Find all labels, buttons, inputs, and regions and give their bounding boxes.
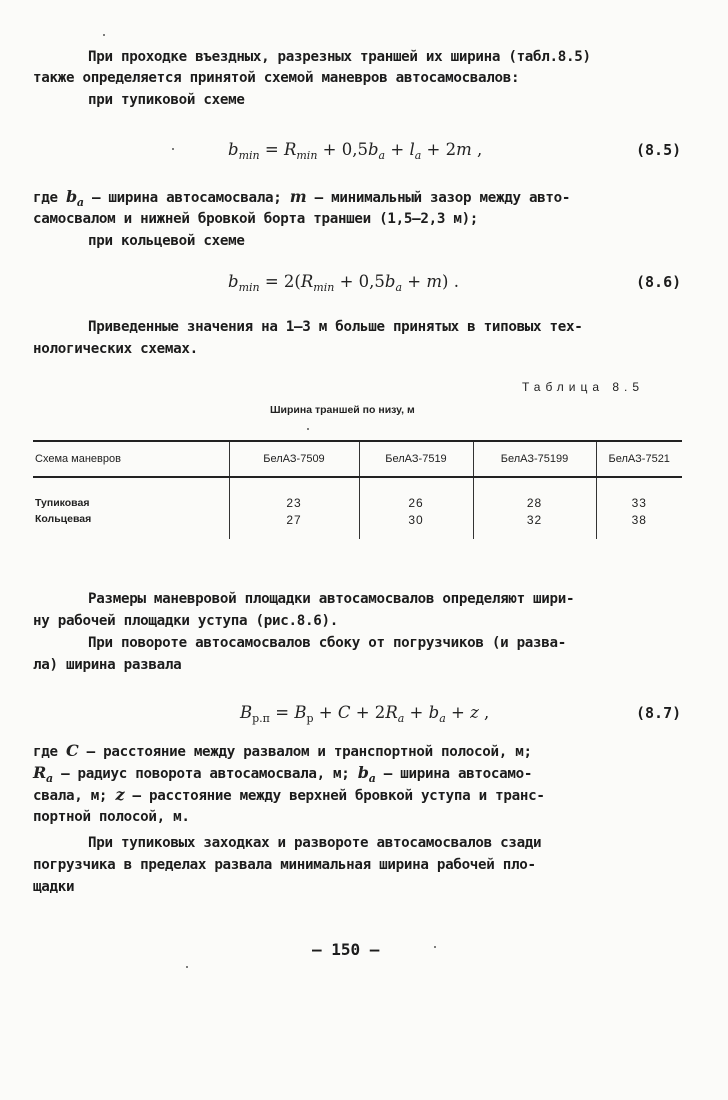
table-cell: 30 [359,513,473,539]
scan-speck [434,946,436,948]
scan-speck [307,428,309,430]
table-cell: 32 [473,513,596,539]
text-line: где C – расстояние между развалом и транспортной полосой, м; [33,741,532,760]
equation-number: (8.6) [636,273,682,291]
table-header-row [33,441,682,477]
equation-number: (8.7) [636,704,682,722]
text-line: При повороте автосамосвалов сбоку от погрузчиков (и развa- [88,635,567,651]
text-line: ну рабочей площадки уступа (рис.8.6). [33,613,338,629]
text-line: при тупиковой схеме [88,92,245,108]
text-line: погрузчика в пределах развала минимальная ширина рабочей пло- [33,857,536,873]
text-line: самосвалом и нижней бровкой борта траншеи (1,5–2,3 м); [33,211,479,227]
table-cell: 33 [596,492,682,513]
text-line: свала, м; z – расстояние между верхней бровкой уступа и транс- [33,785,545,804]
table-cell: 27 [229,513,359,539]
text-line: Размеры маневровой площадки автосамосвалов определяют шири- [88,591,575,607]
formula-8-5: $b_{min} = R_{min} + 0,5b_a + l_a + 2m$ , [228,140,483,162]
text-line: портной полосой, м. [33,809,190,825]
table-cell: 28 [473,492,596,513]
trench-width-table [33,440,682,539]
text-line: щадки [33,879,75,895]
text-line: ла) ширина развала [33,657,182,673]
text-line: Приведенные значения на 1–3 м больше принятых в типовых тех- [88,319,583,335]
table-cell: 23 [229,492,359,513]
column-header: БелАЗ-7519 [359,441,473,477]
scan-speck [103,34,105,36]
table-cell: 26 [359,492,473,513]
equation-number: (8.5) [636,141,682,159]
column-header: БелАЗ-7521 [596,441,682,477]
table-row [33,513,682,539]
text-line: при кольцевой схеме [88,233,245,249]
text-line: также определяется принятой схемой маневров автосамосвалов: [33,70,520,86]
scan-speck [186,966,188,968]
column-header: БелАЗ-75199 [473,441,596,477]
table-caption: Таблица 8.5 [522,380,645,394]
text-line: При тупиковых заходках и развороте автосамосвалов сзади [88,835,542,851]
table-title: Ширина траншей по низу, м [270,404,415,416]
formula-8-6: $b_{min} = 2(R_{min} + 0,5b_a + m)$ . [228,272,459,294]
column-header: БелАЗ-7509 [229,441,359,477]
scan-speck [172,148,174,150]
text-line: где $b_a$ – ширина автосамосвала; m – минимальный зазор между авто- [33,187,571,209]
column-header: Схема маневров [33,441,229,477]
row-label: Тупиковая [35,496,90,509]
text-line: нологических схемах. [33,341,198,357]
text-line: При проходке въездных, разрезных траншей их ширина (табл.8.5) [88,49,591,65]
table-spacer [33,477,682,492]
page-number: – 150 – [312,940,380,959]
row-label: Кольцевая [35,513,92,525]
text-line: $R_a$ – радиус поворота автосамосвала, м; $b_a$ – ширина автосамо- [33,763,533,785]
table-row [33,492,682,513]
formula-8-7: $B_{р.п} = B_р + C + 2R_a + b_a + z$ , [240,703,490,725]
table-cell: 38 [596,513,682,539]
